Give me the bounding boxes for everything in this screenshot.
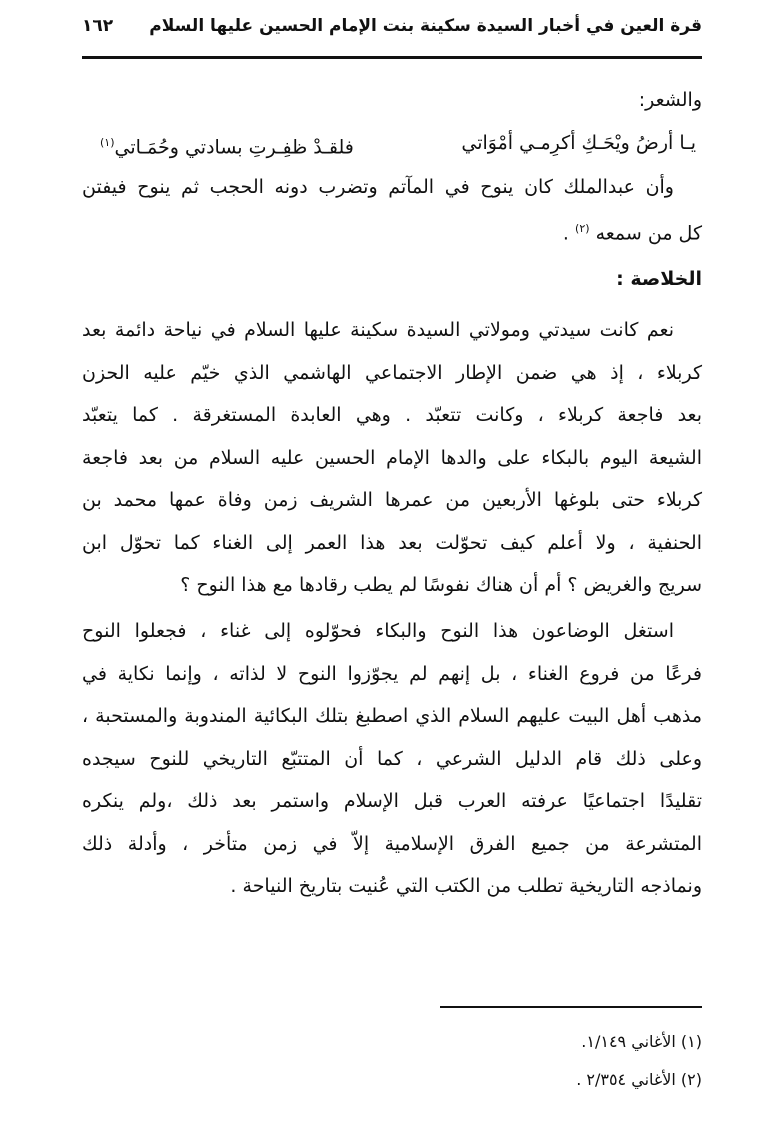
paragraph-line: الحنفية ، ولا أعلم كيف تحوّلت بعد هذا العمر إلى الغناء كما تحوّل ابن [82,531,702,554]
line-end: . [562,222,576,245]
paragraph-line: استغل الوضاعون هذا النوح والبكاء فحوّلوه إلى غناء ، فجعلوا النوح [82,620,674,642]
paragraph-line: نعم كانت سيدتي ومولاتي السيدة سكينة عليها السلام في نياحة دائمة بعد [82,319,674,341]
paragraph-line: بعد فاجعة كربلاء ، وكانت تتعبّد . وهي العابدة المستغرقة . كما يتعبّد [82,404,702,426]
line-text: كل من سمعه [595,222,702,245]
footnote-mark: (٢) [575,222,590,235]
footnote-rule [440,1006,702,1008]
paragraph-line [82,214,702,248]
paragraph-line: مذهب أهل البيت عليهم السلام الذي اصطبغ بتلك البكائية المندوبة والمستحبة ، [82,705,702,727]
book-title: قرة العين في أخبار السيدة سكينة بنت الإمام الحسين عليها السلام [149,16,702,36]
section-heading: الخلاصة : [616,268,702,290]
header-rule [82,56,702,59]
hemistich-text: فلقـدْ ظفِـرتِ بسادتي وحُمَـاتي [114,136,354,159]
paragraph-line: المتشرعة من جميع الفرق الإسلامية إلاّ في زمن متأخر ، وأدلة ذلك [82,832,702,855]
paragraph-line: الشيعة اليوم بالبكاء على والدها الإمام الحسين عليه السلام من بعد فاجعة [82,446,702,469]
page-number: ١٦٢ [82,16,114,36]
paragraph-line: كربلاء حتى بلوغها الأربعين من عمرها الشريف زمن وفاة عمها محمد بن [82,489,702,511]
paragraph-line: وعلى ذلك قام الدليل الشرعي ، كما أن المتتبّع التاريخي للنوح سيجده [82,747,702,770]
paragraph-line: وأن عبدالملك كان ينوح في المآتم وتضرب دونه الحجب ثم ينوح فيفتن [82,176,674,198]
paragraph-line: تقليدًا اجتماعيًا عرفته العرب قبل الإسلام واستمر بعد ذلك ،ولم ينكره [82,790,702,812]
verse-first-hemistich: يـا أرضُ ويْحَـكِ أكرِمـي أمْوَاتي [461,132,696,154]
paragraph-line: فرعًا من فروع الغناء ، بل إنهم لم يجوّزوا النوح لا لذاته ، وإنما نكاية في [82,662,702,685]
footnote: (٢) الأغاني ٢/٣٥٤ . [576,1070,702,1089]
poetry-label: والشعر: [638,89,702,111]
verse-second-hemistich [100,128,354,162]
running-header [82,16,702,46]
paragraph-line: كربلاء ، إذ هي ضمن الإطار الاجتماعي الهاشمي الذي خيّم عليه الحزن [82,361,702,384]
paragraph-line: سريج والغريض ؟ أم أن هناك نفوسًا لم يطب رقادها مع هذا النوح ؟ [180,574,702,596]
footnote: (١) الأغاني ١/١٤٩. [581,1032,702,1051]
footnote-mark: (١) [100,136,115,149]
paragraph-line: ونماذجه التاريخية تطلب من الكتب التي عُنيت بتاريخ النياحة . [230,875,702,897]
